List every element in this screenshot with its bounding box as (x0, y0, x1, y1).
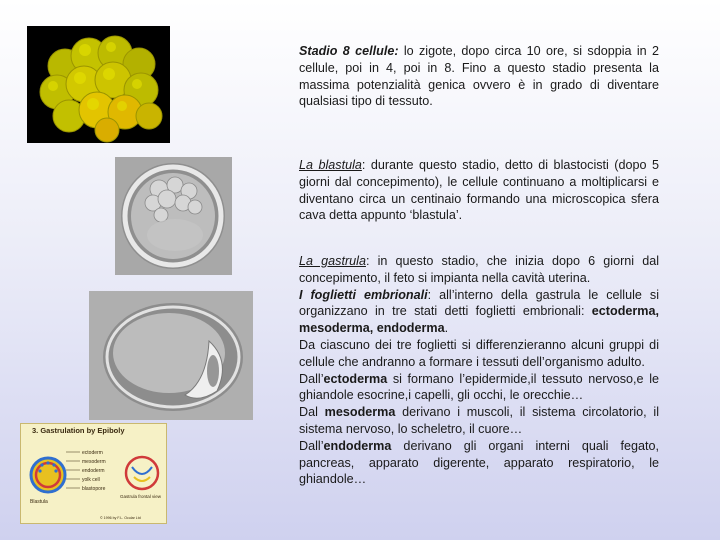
diagram-blastula-figure (31, 458, 65, 492)
ectoderm-prefix: Dall’ (299, 371, 324, 386)
gastrula-paragraph (299, 253, 659, 287)
endoderm-term: endoderma (323, 438, 392, 453)
diagram-label-ectoderm: ectoderm (82, 450, 103, 456)
diagram-credit: © 1996 by F.L. Ocular Ltd (100, 516, 141, 520)
endoderm-paragraph (299, 438, 659, 488)
blastula-photo (115, 157, 232, 275)
diagram-label-endoderm: endoderm (82, 468, 105, 474)
diagram-gastrula-figure (126, 457, 158, 489)
blastula-paragraph (299, 157, 659, 224)
foglietti-list: ectoderma, mesoderma, endoderma (299, 304, 659, 336)
stage-8-cells-text: lo zigote, dopo circa 10 ore, si sdoppia in 2 cellule, poi in 4, poi in 8. Fino a questo stadio presenta la massima potenzialità genica ovvero è in grado di diventare qualsiasi tipo di tessuto. (299, 44, 659, 109)
ectoderm-paragraph (299, 371, 659, 405)
morula-photo (27, 26, 170, 143)
stage-8-cells-block (299, 43, 659, 110)
foglietti-paragraph (299, 287, 659, 337)
gastrula-title: La gastrula (299, 254, 366, 268)
mesoderm-prefix: Dal (299, 405, 325, 420)
mesoderm-paragraph (299, 404, 659, 438)
diagram-label-blastopore: blastopore (82, 486, 106, 492)
gastrula-block (299, 253, 659, 488)
endoderm-prefix: Dall’ (299, 438, 324, 453)
diagram-label-mesoderm: mesoderm (82, 459, 106, 465)
epiboly-diagram (20, 423, 167, 524)
diagram-right-caption: Gastrula frontal view (120, 494, 162, 499)
foglietti-end: . (444, 321, 449, 336)
gastrula-text: : in questo stadio, che inizia dopo 6 giorni dal concepimento, il feto si impianta nella cavità uterina. (299, 254, 660, 285)
diagram-left-caption: Blastula (30, 499, 48, 505)
foglietti-text: : all’interno della gastrula le cellule si organizzano in tre stati detti foglietti embrionali: (299, 287, 659, 319)
blastula-title: La blastula (299, 158, 362, 172)
ciascuno-paragraph: Da ciascuno dei tre foglietti si differenzieranno alcuni gruppi di cellule che andranno a formare i tessuti dell’organismo adulto. (299, 337, 659, 369)
stage-8-cells-paragraph (299, 43, 659, 110)
ectoderm-term: ectoderma (323, 371, 388, 386)
mesoderm-term: mesoderma (324, 405, 396, 420)
blastula-block (299, 157, 659, 224)
foglietti-title: I foglietti embrionali (299, 287, 428, 302)
mesoderm-text: derivano i muscoli, il sistema circolatorio, il sistema nervoso, lo scheletro, il cuore… (299, 405, 659, 436)
ectoderm-text: si formano l’epidermide,il tessuto nervoso,e le ghiandole esocrine,i capelli, gli occhi, le orecchie… (299, 371, 659, 403)
blastula-text: : durante questo stadio, detto di blastocisti (dopo 5 giorni dal concepimento), le cellule continuano a moltiplicarsi e diventano circa un centinaio formando una microscopica sfera cava detta appunto ‘blastula’. (299, 158, 659, 223)
diagram-title: 3. Gastrulation by Epiboly (32, 426, 125, 435)
gastrula-photo (89, 291, 253, 420)
diagram-label-yolk-cell: yolk cell (82, 477, 100, 483)
stage-8-cells-title: Stadio 8 cellule: (299, 44, 399, 58)
endoderm-text: derivano gli organi interni quali fegato, pancreas, apparato digerente, apparato respiratorio, le ghiandole… (299, 438, 659, 487)
